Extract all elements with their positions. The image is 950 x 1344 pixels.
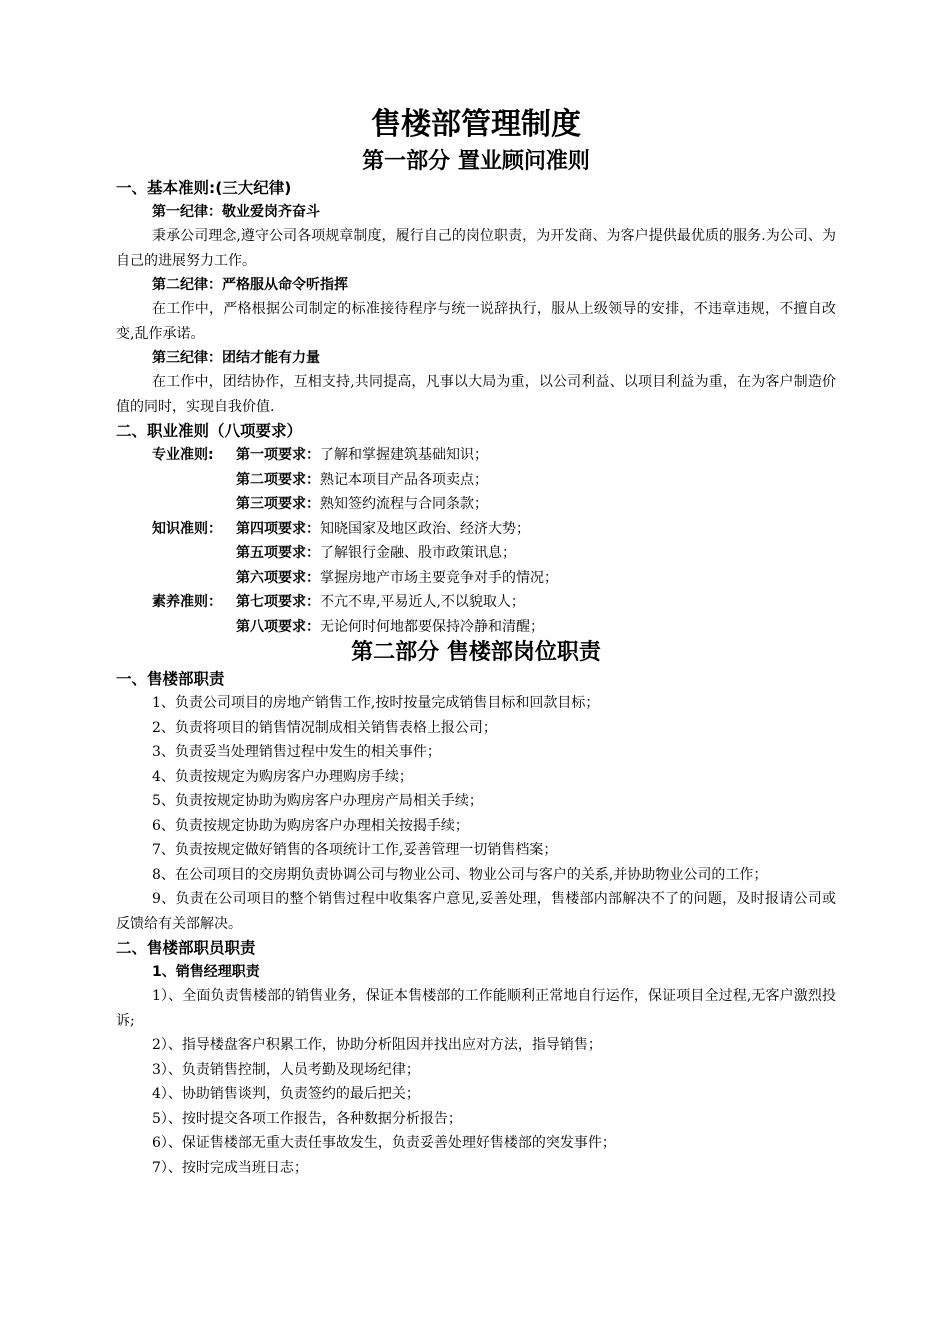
section-heading-professional-rules: 二、职业准则（八项要求） — [116, 422, 303, 440]
document-page — [116, 98, 836, 1180]
requirement-label: 第四项要求： — [236, 520, 320, 537]
requirement-group: 素养准则： — [152, 594, 222, 610]
requirement-row — [116, 468, 836, 493]
list-item: 5）、按时提交各项工作报告，各种数据分析报告； — [152, 1110, 462, 1127]
requirement-label: 第七项要求： — [236, 594, 320, 610]
requirement-group: 专业准则: — [152, 447, 214, 463]
list-item: 2）、指导楼盘客户积累工作，协助分析阻因并找出应对方法，指导销售； — [152, 1037, 602, 1053]
rule-title-3: 第三纪律：团结才能有力量 — [152, 350, 320, 366]
part1-title: 第一部分 置业顾问准则 — [362, 149, 590, 174]
requirement-label: 第三项要求： — [236, 496, 320, 512]
requirement-text: 不亢不卑,平易近人,不以貌取人； — [320, 594, 525, 610]
requirement-group — [116, 468, 236, 493]
rule-title-2: 第二纪律：严格服从命令听指挥 — [152, 277, 348, 293]
rule-title-1: 第一纪律：敬业爱岗齐奋斗 — [152, 204, 320, 220]
list-item: 6）、保证售楼部无重大责任事故发生，负责妥善处理好售楼部的突发事件； — [152, 1135, 616, 1151]
list-item: 6、负责按规定协助为购房客户办理相关按揭手续； — [152, 817, 469, 834]
list-item: 8、在公司项目的交房期负责协调公司与物业公司、物业公司与客户的关系,并协助物业公司的工作； — [152, 866, 768, 883]
requirement-group — [116, 541, 236, 566]
requirement-text: 无论何时何地都要保持冷静和清醒； — [320, 618, 544, 635]
requirement-group — [116, 492, 236, 517]
list-item: 3）、负责销售控制，人员考勤及现场纪律； — [152, 1061, 420, 1078]
requirement-group: 知识准则： — [152, 520, 222, 537]
requirement-row — [116, 517, 836, 542]
rule-text-3: 在工作中，团结协作，互相支持,共同提高，凡事以大局为重，以公司利益、以项目利益为重，在为客户制造价值的同时，实现自我价值. — [116, 374, 836, 415]
list-item: 1、负责公司项目的房地产销售工作,按时按量完成销售目标和回款目标； — [152, 695, 600, 711]
part2-title: 第二部分 售楼部岗位职责 — [351, 640, 601, 665]
requirement-text: 熟知签约流程与合同条款； — [320, 496, 488, 512]
list-item: 7）、按时完成当班日志； — [152, 1159, 308, 1176]
rule-text-1: 秉承公司理念,遵守公司各项规章制度，履行自己的岗位职责，为开发商、为客户提供最优质的服务.为公司、为自己的进展努力工作。 — [116, 228, 836, 269]
requirement-label: 第二项要求： — [236, 471, 320, 488]
requirement-group — [116, 566, 236, 591]
requirement-row — [116, 566, 836, 591]
list-item: 3、负责妥当处理销售过程中发生的相关事件； — [152, 744, 441, 760]
section-heading-staff-duties: 二、售楼部职员职责 — [116, 939, 256, 957]
requirement-text: 了解银行金融、股市政策讯息； — [320, 545, 516, 561]
list-item: 2、负责将项目的销售情况制成相关销售表格上报公司； — [152, 719, 497, 736]
section-heading-basic-rules: 一、基本准则:(三大纪律) — [116, 179, 292, 197]
list-item: 4）、协助销售谈判，负责签约的最后把关； — [152, 1086, 420, 1102]
requirement-row — [116, 492, 836, 517]
rule-text-2: 在工作中，严格根据公司制定的标准接待程序与统一说辞执行，服从上级领导的安排，不违章违规，不擅自改变,乱作承诺。 — [116, 301, 836, 342]
list-item: 9、负责在公司项目的整个销售过程中收集客户意见,妥善处理，售楼部内部解决不了的问题，及时报请公司或反馈给有关部解决。 — [116, 891, 836, 932]
requirement-text: 知晓国家及地区政治、经济大势； — [320, 520, 530, 537]
requirement-label: 第五项要求： — [236, 545, 320, 561]
requirement-text: 掌握房地产市场主要竞争对手的情况； — [320, 569, 558, 586]
requirement-text: 熟记本项目产品各项卖点； — [320, 471, 488, 488]
requirement-row — [116, 615, 836, 640]
requirement-row — [116, 541, 836, 566]
requirement-row — [116, 443, 836, 468]
subsection-heading-sales-manager: 1、销售经理职责 — [152, 964, 260, 980]
requirement-text: 了解和掌握建筑基础知识； — [320, 447, 488, 463]
requirement-label: 第八项要求： — [236, 618, 320, 635]
requirement-group — [116, 615, 236, 640]
list-item: 7、负责按规定做好销售的各项统计工作,妥善管理一切销售档案； — [152, 842, 558, 858]
requirement-label: 第六项要求： — [236, 569, 320, 586]
requirement-label: 第一项要求： — [236, 447, 320, 463]
section-heading-dept-duties: 一、售楼部职责 — [116, 670, 225, 688]
list-item: 1）、全面负责售楼部的销售业务，保证本售楼部的工作能顺利正常地自行运作，保证项目全过程,无客户激烈投诉; — [116, 988, 836, 1029]
list-item: 5、负责按规定协助为购房客户办理房产局相关手续； — [152, 793, 483, 809]
document-title: 售楼部管理制度 — [371, 107, 581, 142]
list-item: 4、负责按规定为购房客户办理购房手续； — [152, 768, 413, 785]
requirement-row — [116, 590, 836, 615]
